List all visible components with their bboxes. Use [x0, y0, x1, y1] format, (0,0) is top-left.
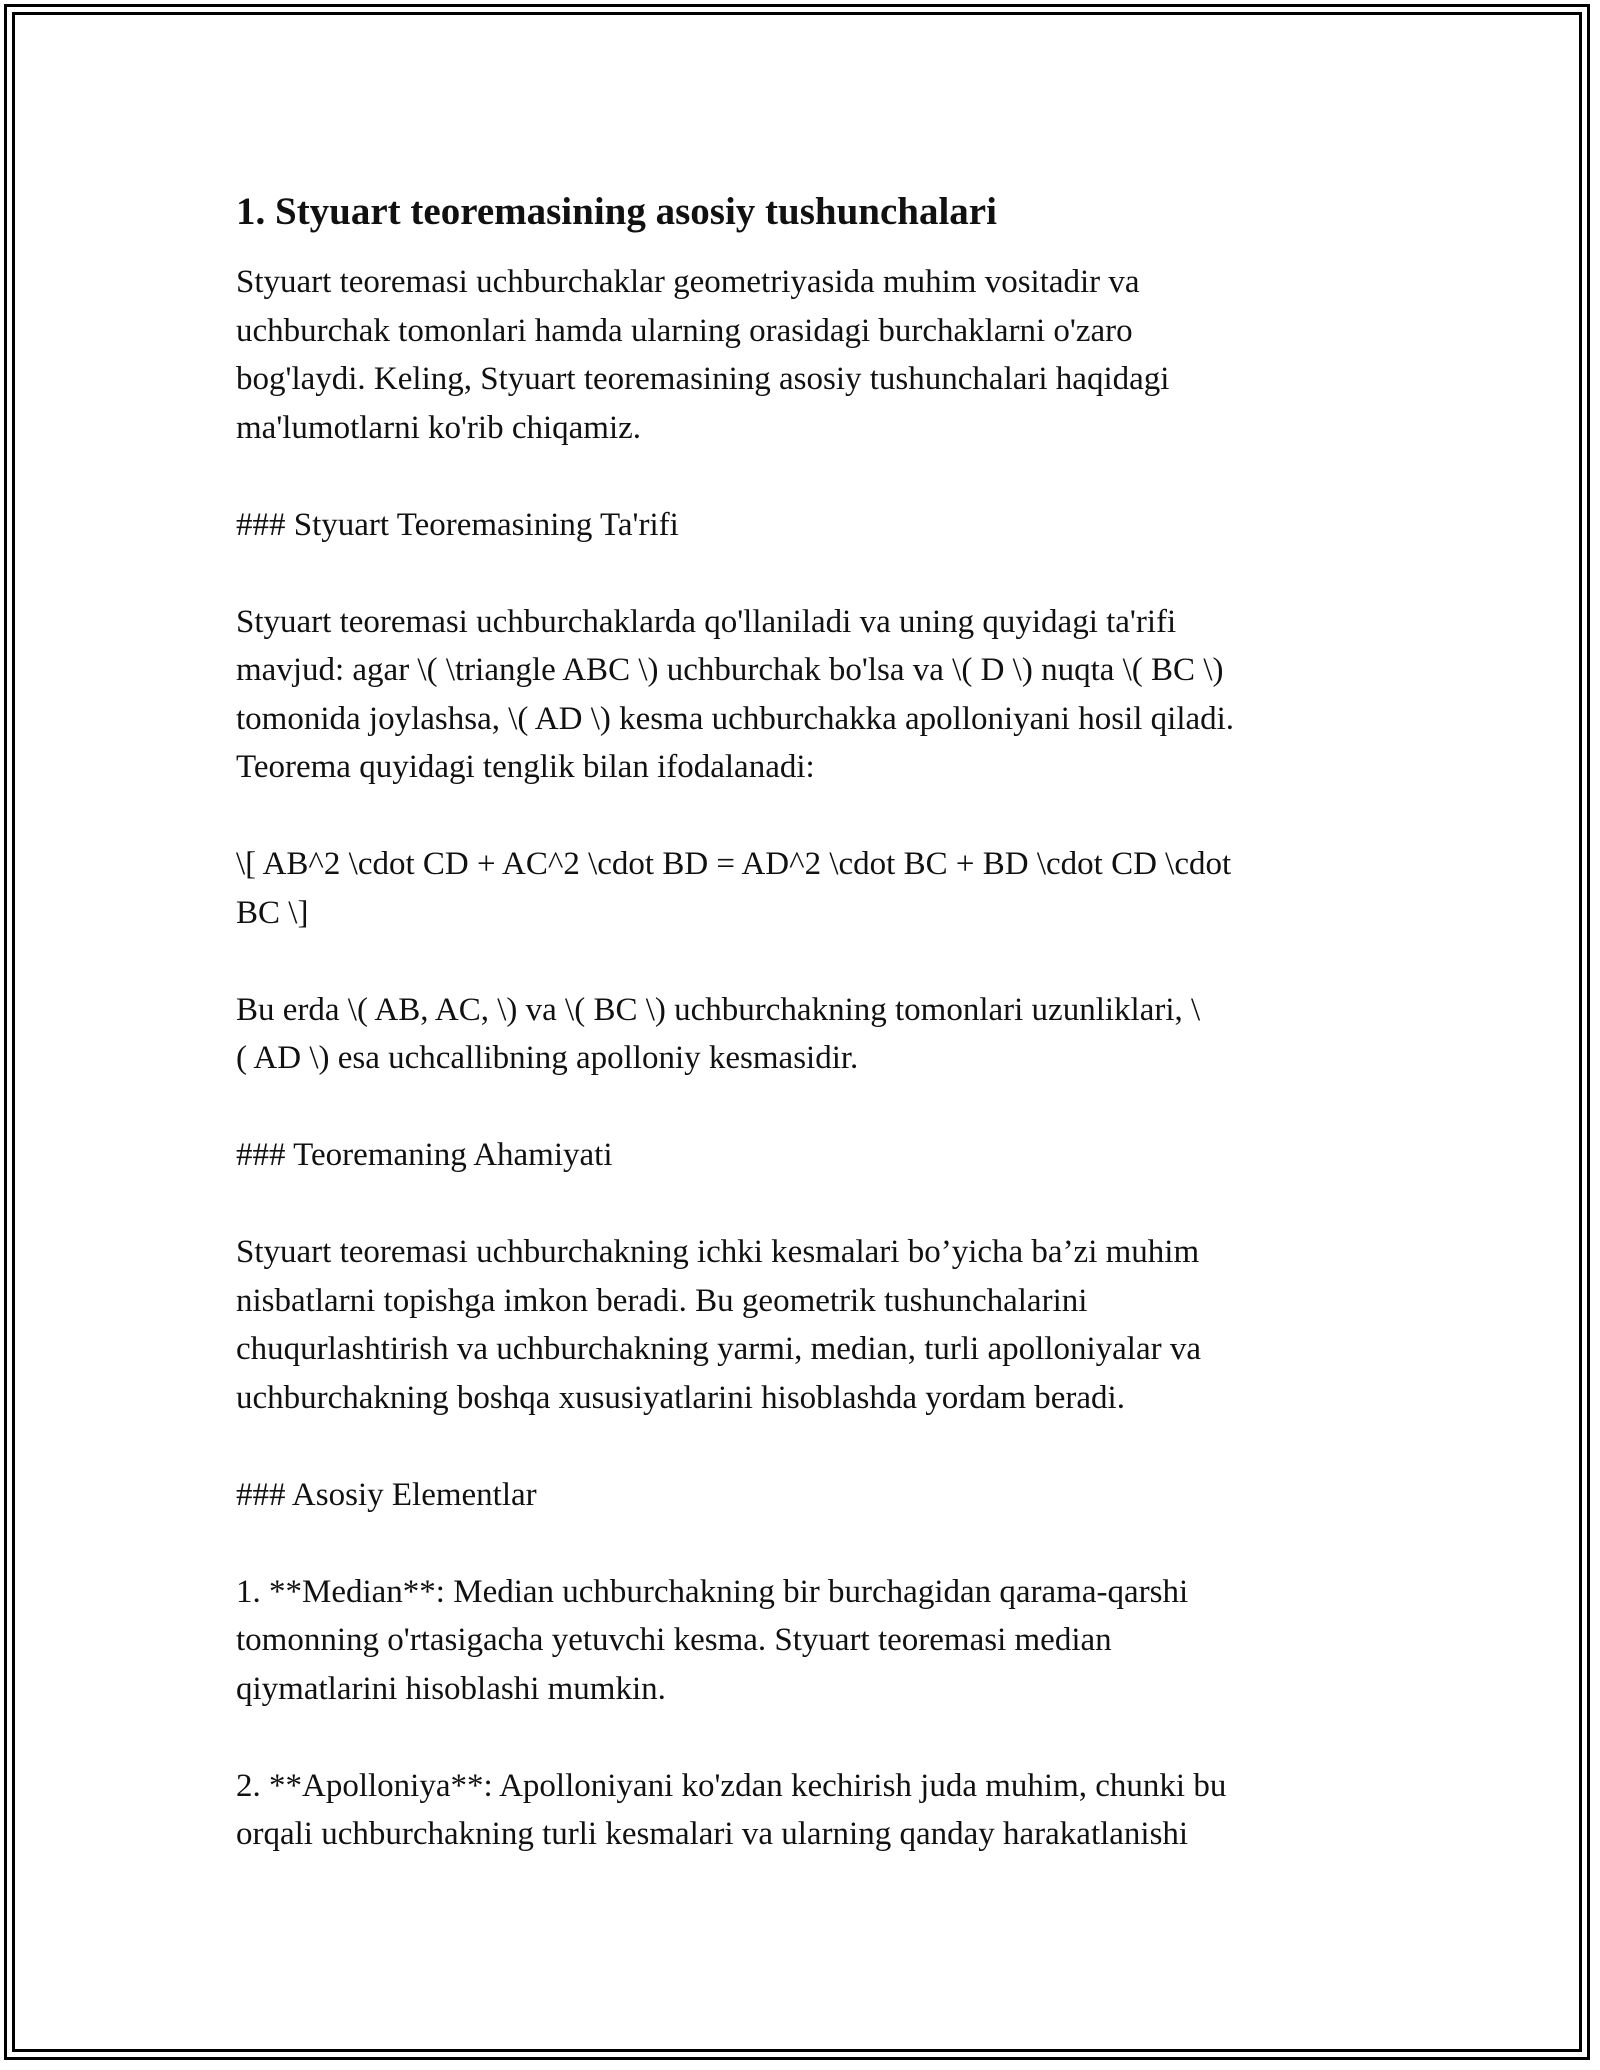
paragraph-list [236, 258, 1376, 1859]
text-line: ( AD \) esa uchcallibning apolloniy kesmasidir. [236, 1040, 859, 1076]
text-line: Styuart teoremasi uchburchaklarda qo'llaniladi va uning quyidagi ta'rifi [236, 603, 1177, 640]
text-line: mavjud: agar \( \triangle ABC \) uchburchak bo'lsa va \( D \) nuqta \( BC \) [236, 652, 1224, 688]
text-line: ma'lumotlarni ko'rib chiqamiz. [236, 409, 642, 446]
document-title: 1. Styuart teoremasining asosiy tushunchalari [236, 190, 997, 233]
text-line: uchburchakning boshqa xususiyatlarini hisoblashda yordam beradi. [236, 1379, 1125, 1416]
document-body [236, 186, 1376, 1907]
text-line: \[ AB^2 \cdot CD + AC^2 \cdot BD = AD^2 \cdot BC + BD \cdot CD \cdot [236, 846, 1232, 882]
paragraph [236, 1471, 1376, 1520]
text-line: qiymatlarini hisoblashi mumkin. [236, 1670, 666, 1707]
text-line: uchburchak tomonlari hamda ularning orasidagi burchaklarni o'zaro [236, 312, 1133, 349]
paragraph [236, 258, 1376, 452]
text-line: ### Teoremaning Ahamiyati [236, 1137, 613, 1173]
text-line: tomonning o'rtasigacha yetuvchi kesma. Styuart teoremasi median [236, 1622, 1112, 1658]
text-line: 2. **Apolloniya**: Apolloniyani ko'zdan kechirish juda muhim, chunki bu [236, 1767, 1227, 1804]
text-line: chuqurlashtirish va uchburchakning yarmi, median, turli apolloniyalar va [236, 1331, 1201, 1367]
paragraph [236, 1131, 1376, 1180]
text-line: 1. **Median**: Median uchburchakning bir burchagidan qarama-qarshi [236, 1573, 1189, 1610]
text-line: Styuart teoremasi uchburchaklar geometriyasida muhim vositadir va [236, 264, 1140, 300]
paragraph [236, 840, 1376, 937]
text-line: Bu erda \( AB, AC, \) va \( BC \) uchburchakning tomonlari uzunliklari, \ [236, 991, 1201, 1028]
text-line: Styuart teoremasi uchburchakning ichki kesmalari bo’yicha ba’zi muhim [236, 1234, 1200, 1270]
text-line: BC \] [236, 894, 309, 931]
text-line: orqali uchburchakning turli kesmalari va ularning qanday harakatlanishi [236, 1816, 1189, 1852]
text-line: tomonida joylashsa, \( AD \) kesma uchburchakka apolloniyani hosil qiladi. [236, 700, 1235, 737]
paragraph [236, 1228, 1376, 1422]
paragraph [236, 598, 1376, 792]
text-line: Teorema quyidagi tenglik bilan ifodalanadi: [236, 749, 815, 785]
text-line: ### Asosiy Elementlar [236, 1476, 537, 1513]
text-line: bog'laydi. Keling, Styuart teoremasining asosiy tushunchalari haqidagi [236, 361, 1170, 397]
paragraph [236, 501, 1376, 550]
text-line: ### Styuart Teoremasining Ta'rifi [236, 506, 679, 543]
paragraph [236, 986, 1376, 1083]
text-line: nisbatlarni topishga imkon beradi. Bu geometrik tushunchalarini [236, 1282, 1088, 1319]
paragraph [236, 1568, 1376, 1714]
paragraph [236, 1762, 1376, 1859]
